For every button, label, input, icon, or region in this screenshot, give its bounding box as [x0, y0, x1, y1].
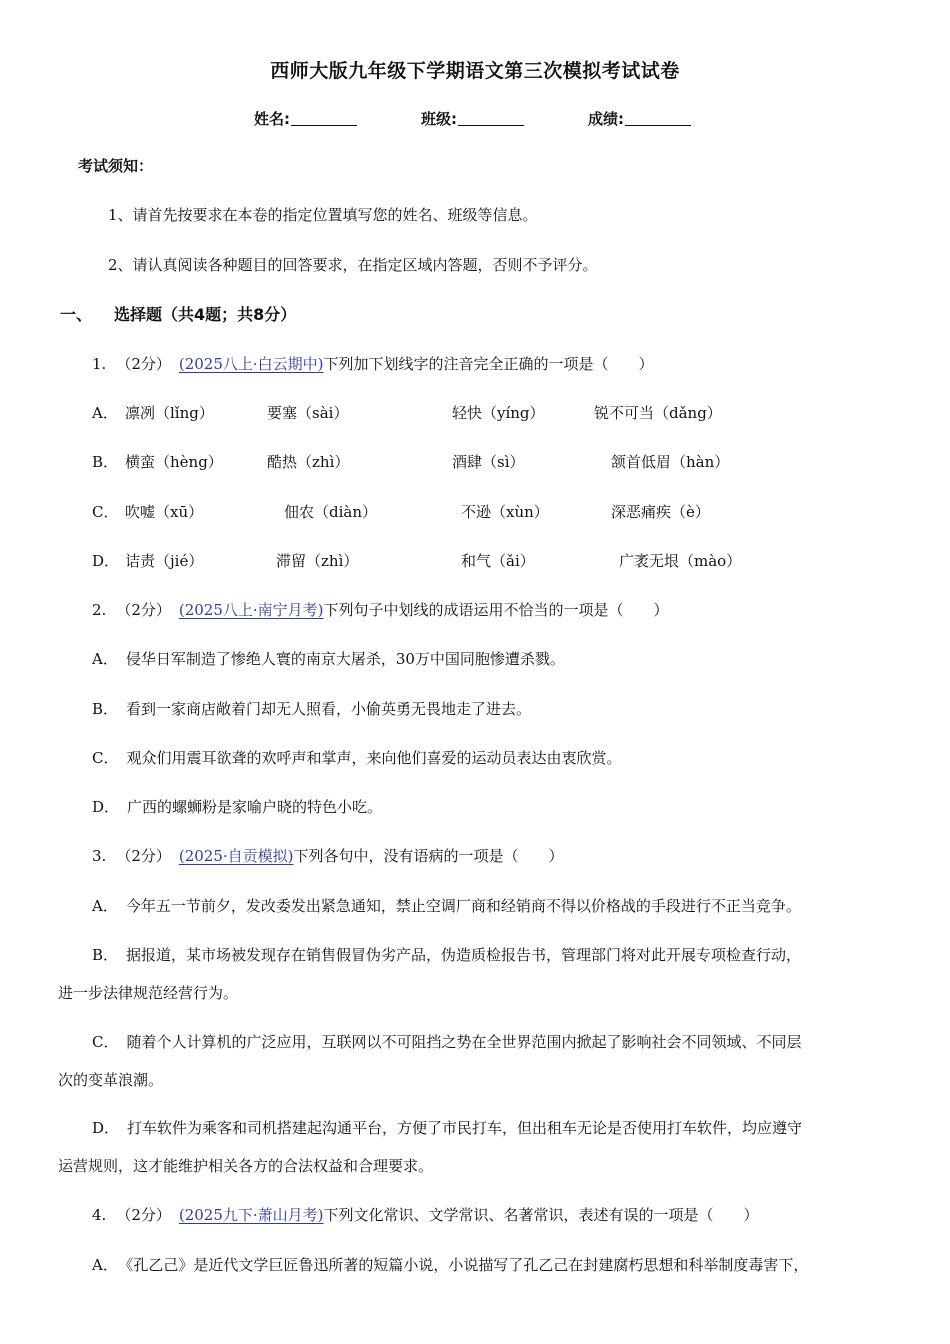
score-field[interactable]	[588, 108, 691, 129]
option-label: B．	[92, 700, 119, 718]
option-cell: 滞留（zhì）	[276, 552, 359, 570]
question-text: 下列句子中划线的成语运用不恰当的一项是（ ）	[323, 601, 669, 619]
notice-item: 2、请认真阅读各种题目的回答要求，在指定区域内答题，否则不予评分。	[108, 256, 598, 274]
question-number: 2.	[92, 601, 107, 619]
question-number: 4.	[92, 1206, 107, 1224]
question-text: 下列加下划线字的注音完全正确的一项是（ ）	[323, 355, 654, 373]
option-text: 今年五一节前夕，发改委发出紧急通知，禁止空调厂商和经销商不得以价格战的手段进行不正当竞争。	[125, 897, 801, 915]
option-label: D．	[92, 1119, 120, 1137]
class-label: 班级:	[421, 110, 457, 128]
option-row[interactable]	[92, 1032, 802, 1052]
option-row[interactable]	[92, 699, 531, 719]
question-number: 1.	[92, 355, 107, 373]
option-text: 打车软件为乘客和司机搭建起沟通平台，方便了市民打车，但出租车无论是否使用打车软件，均应遵守	[127, 1119, 803, 1137]
question-score: （2分）	[116, 1206, 171, 1224]
option-cell: 轻快（yíng）	[452, 404, 545, 422]
name-label: 姓名:	[254, 110, 290, 128]
class-blank[interactable]	[458, 111, 524, 126]
option-cell: 佃农（diàn）	[284, 503, 378, 521]
question-source-link[interactable]: (2025·自贡模拟)	[178, 847, 294, 865]
option-label: C．	[92, 1033, 119, 1051]
notice-heading: 考试须知：	[78, 157, 154, 175]
option-label: A．	[92, 897, 118, 915]
question-number: 3.	[92, 847, 107, 865]
option-label: D．	[92, 798, 120, 816]
question-stem	[92, 354, 654, 374]
question-stem	[92, 600, 669, 620]
option-row[interactable]	[92, 1255, 808, 1275]
option-label: A．	[92, 404, 118, 422]
option-row[interactable]	[92, 1118, 802, 1138]
option-cell: 酷热（zhì）	[267, 453, 350, 471]
option-row[interactable]	[92, 896, 801, 916]
option-text: 据报道，某市场被发现存在销售假冒伪劣产品，伪造质检报告书，管理部门将对此开展专项检查行动，	[126, 946, 802, 964]
option-row[interactable]	[92, 748, 622, 768]
option-cell: 凛冽（lǐng）	[125, 404, 214, 422]
name-blank[interactable]	[291, 111, 357, 126]
question-score: （2分）	[116, 847, 171, 865]
option-label: A．	[92, 1256, 118, 1274]
option-cell: 要塞（sài）	[267, 404, 349, 422]
question-text: 下列文化常识、文学常识、名著常识，表述有误的一项是（ ）	[323, 1206, 759, 1224]
option-cell: 深恶痛疾（è）	[611, 503, 710, 521]
option-text: 广西的螺蛳粉是家喻户晓的特色小吃。	[127, 798, 383, 816]
question-score: （2分）	[116, 355, 171, 373]
section-heading	[60, 305, 296, 325]
option-text: 观众们用震耳欲聋的欢呼声和掌声，来向他们喜爱的运动员表达由衷欣赏。	[126, 749, 622, 767]
section-title: 选择题（共4题；共8分）	[114, 305, 297, 324]
notice-item: 1、请首先按要求在本卷的指定位置填写您的姓名、班级等信息。	[108, 206, 538, 224]
exam-title: 西师大版九年级下学期语文第三次模拟考试试卷	[270, 60, 680, 82]
option-text: 《孔乙己》是近代文学巨匠鲁迅所著的短篇小说，小说描写了孔乙己在封建腐朽思想和科举制度毒害下，	[125, 1256, 809, 1274]
question-source-link[interactable]: (2025八上·白云期中)	[178, 355, 324, 373]
option-row[interactable]	[92, 945, 801, 965]
option-cell: 锐不可当（dǎng）	[594, 404, 722, 422]
option-text: 看到一家商店敞着门却无人照看，小偷英勇无畏地走了进去。	[126, 700, 532, 718]
option-row[interactable]	[92, 797, 382, 817]
option-label: A．	[92, 650, 118, 668]
option-cell: 诘责（jié）	[125, 552, 204, 570]
option-cell: 颔首低眉（hàn）	[611, 453, 730, 471]
question-text: 下列各句中，没有语病的一项是（ ）	[293, 847, 564, 865]
question-source-link[interactable]: (2025九下·萧山月考)	[178, 1206, 324, 1224]
option-continuation: 进一步法律规范经营行为。	[58, 984, 239, 1002]
question-source-link[interactable]: (2025八上·南宁月考)	[178, 601, 324, 619]
option-cell: 酒肆（sì）	[452, 453, 525, 471]
section-number: 一、	[60, 305, 93, 324]
score-blank[interactable]	[625, 111, 691, 126]
score-label: 成绩:	[588, 110, 624, 128]
option-label: B．	[92, 453, 119, 471]
option-cell: 广袤无垠（mào）	[619, 552, 742, 570]
option-cell: 横蛮（hèng）	[125, 453, 223, 471]
option-cell: 吹嘘（xū）	[125, 503, 204, 521]
question-stem	[92, 846, 564, 866]
option-continuation: 运营规则，这才能维护相关各方的合法权益和合理要求。	[58, 1157, 434, 1175]
name-field[interactable]	[254, 108, 357, 129]
option-label: D．	[92, 552, 120, 570]
option-label: C．	[92, 503, 119, 521]
option-cell: 不逊（xùn）	[461, 503, 549, 521]
option-cell: 和气（ǎi）	[461, 552, 535, 570]
class-field[interactable]	[421, 108, 524, 129]
question-stem	[92, 1205, 759, 1225]
option-label: B．	[92, 946, 119, 964]
option-row[interactable]	[92, 649, 565, 669]
option-text: 随着个人计算机的广泛应用，互联网以不可阻挡之势在全世界范围内掀起了影响社会不同领域、不同层	[126, 1033, 802, 1051]
option-continuation: 次的变革浪潮。	[58, 1071, 164, 1089]
question-score: （2分）	[116, 601, 171, 619]
option-text: 侵华日军制造了惨绝人寰的南京大屠杀，30万中国同胞惨遭杀戮。	[125, 650, 565, 668]
option-label: C．	[92, 749, 119, 767]
